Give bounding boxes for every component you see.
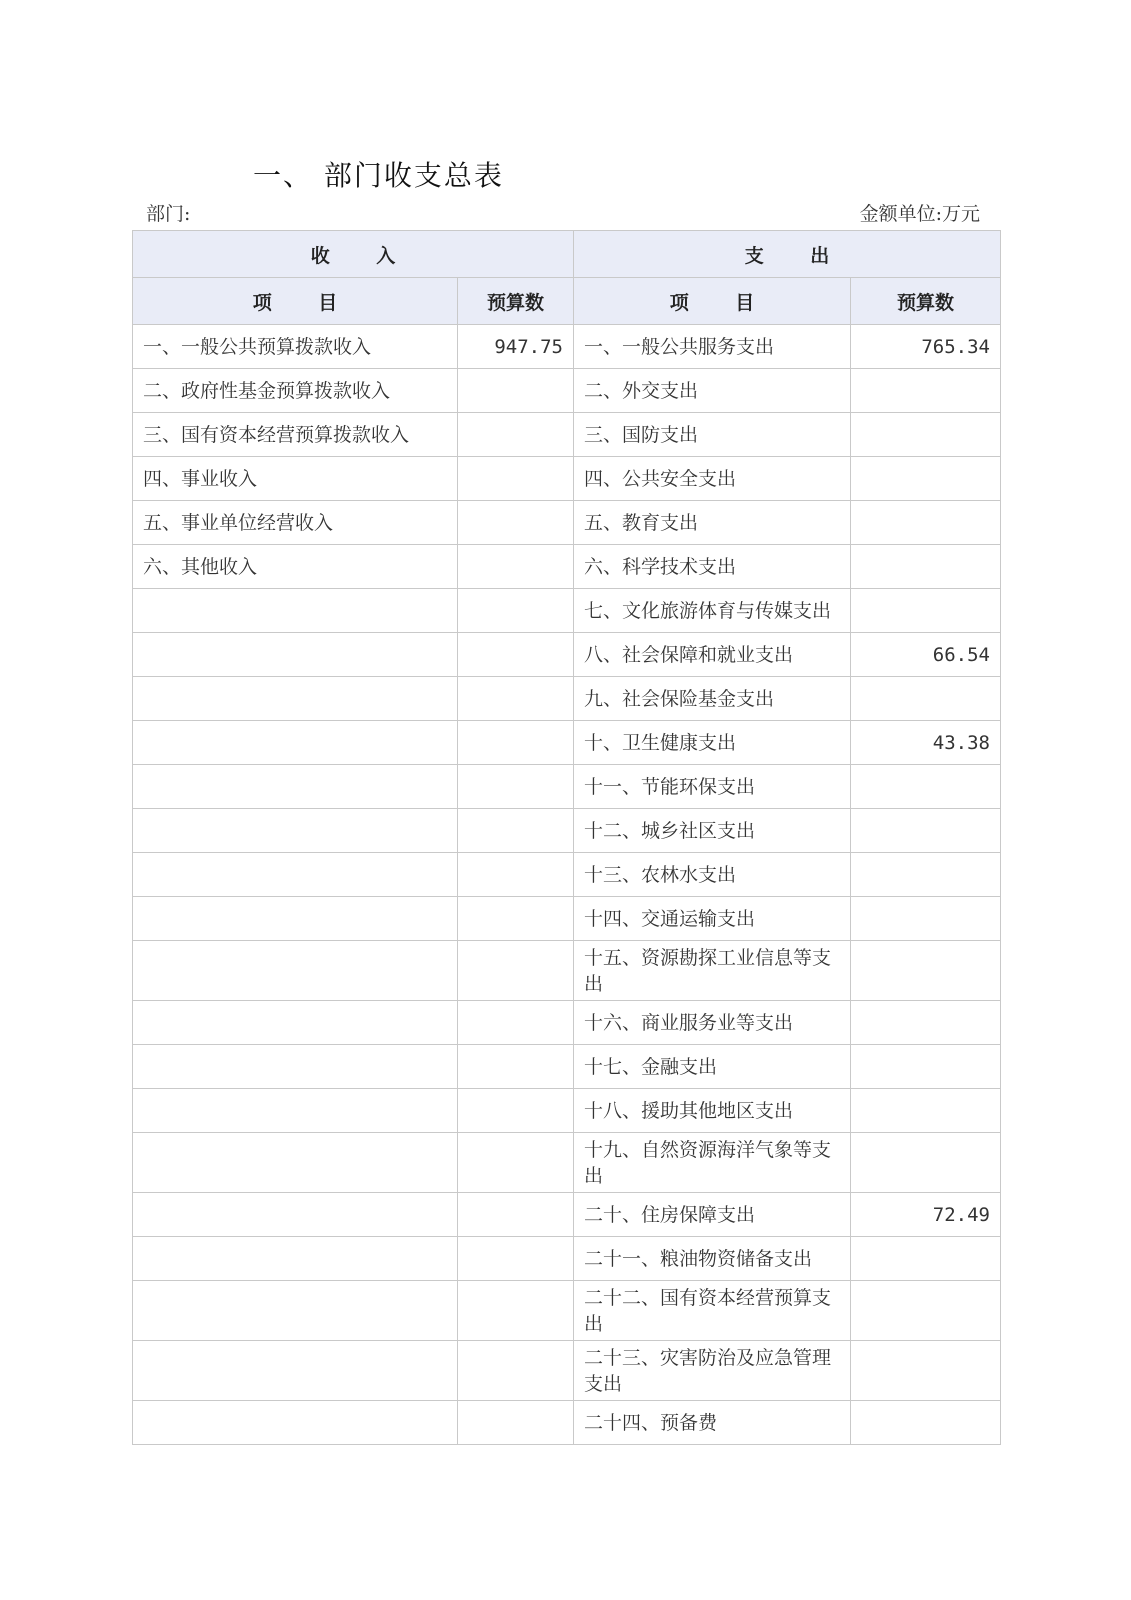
expense-value-cell xyxy=(851,1089,1001,1133)
table-row xyxy=(133,1045,1001,1089)
expense-item-cell: 二十一、粮油物资储备支出 xyxy=(574,1237,851,1281)
income-budget-header: 预算数 xyxy=(458,278,574,325)
table-row xyxy=(133,721,1001,765)
income-value-cell xyxy=(458,1133,574,1193)
income-item-cell xyxy=(133,1341,458,1401)
income-value-cell xyxy=(458,809,574,853)
expense-item-cell: 二十四、预备费 xyxy=(574,1401,851,1445)
income-value-cell xyxy=(458,1045,574,1089)
income-header: 收 入 xyxy=(133,231,574,278)
income-value-cell xyxy=(458,1001,574,1045)
income-value-cell xyxy=(458,369,574,413)
table-row xyxy=(133,1089,1001,1133)
income-item-cell xyxy=(133,1133,458,1193)
income-value-cell xyxy=(458,501,574,545)
income-item-cell xyxy=(133,677,458,721)
income-item-cell: 三、国有资本经营预算拨款收入 xyxy=(133,413,458,457)
table-row xyxy=(133,941,1001,1001)
department-label: 部门: xyxy=(146,203,191,225)
expense-item-cell: 三、国防支出 xyxy=(574,413,851,457)
table-row xyxy=(133,1341,1001,1401)
table-body xyxy=(133,325,1001,1445)
table-row xyxy=(133,1193,1001,1237)
income-value-cell xyxy=(458,413,574,457)
expense-value-cell xyxy=(851,1341,1001,1401)
expense-item-cell: 八、社会保障和就业支出 xyxy=(574,633,851,677)
income-item-cell: 六、其他收入 xyxy=(133,545,458,589)
expense-item-cell: 十一、节能环保支出 xyxy=(574,765,851,809)
table-row xyxy=(133,1133,1001,1193)
income-value-cell xyxy=(458,1237,574,1281)
table-row xyxy=(133,633,1001,677)
income-value-cell xyxy=(458,721,574,765)
table-row xyxy=(133,413,1001,457)
income-value-cell xyxy=(458,897,574,941)
expense-item-cell: 十八、援助其他地区支出 xyxy=(574,1089,851,1133)
table-row xyxy=(133,325,1001,369)
expense-value-cell xyxy=(851,1237,1001,1281)
expense-item-cell: 二十三、灾害防治及应急管理支出 xyxy=(574,1341,851,1401)
expense-value-cell xyxy=(851,589,1001,633)
budget-summary-table xyxy=(132,230,1001,1445)
table-row xyxy=(133,369,1001,413)
expense-budget-header: 预算数 xyxy=(851,278,1001,325)
income-value-cell xyxy=(458,545,574,589)
expense-item-cell: 五、教育支出 xyxy=(574,501,851,545)
expense-item-cell: 十二、城乡社区支出 xyxy=(574,809,851,853)
expense-item-cell: 十、卫生健康支出 xyxy=(574,721,851,765)
expense-item-cell: 二、外交支出 xyxy=(574,369,851,413)
expense-value-cell xyxy=(851,1401,1001,1445)
income-item-cell xyxy=(133,721,458,765)
table-row xyxy=(133,1281,1001,1341)
income-item-cell: 一、一般公共预算拨款收入 xyxy=(133,325,458,369)
income-item-cell xyxy=(133,1193,458,1237)
income-item-cell xyxy=(133,1281,458,1341)
expense-value-cell xyxy=(851,853,1001,897)
expense-value-cell: 66.54 xyxy=(851,633,1001,677)
table-row xyxy=(133,1237,1001,1281)
income-value-cell xyxy=(458,853,574,897)
unit-label: 金额单位:万元 xyxy=(859,203,980,225)
income-value-cell xyxy=(458,1089,574,1133)
expense-value-cell xyxy=(851,1281,1001,1341)
table-row xyxy=(133,809,1001,853)
income-item-cell: 五、事业单位经营收入 xyxy=(133,501,458,545)
income-item-header: 项 目 xyxy=(133,278,458,325)
table-group-header xyxy=(133,231,1001,278)
income-item-cell xyxy=(133,1237,458,1281)
expense-value-cell xyxy=(851,765,1001,809)
income-value-cell xyxy=(458,1401,574,1445)
expense-value-cell: 72.49 xyxy=(851,1193,1001,1237)
income-item-cell xyxy=(133,809,458,853)
expense-value-cell xyxy=(851,457,1001,501)
expense-value-cell xyxy=(851,1001,1001,1045)
income-item-cell xyxy=(133,853,458,897)
table-row xyxy=(133,677,1001,721)
expense-item-header: 项 目 xyxy=(574,278,851,325)
expense-value-cell xyxy=(851,1045,1001,1089)
expense-item-cell: 十九、自然资源海洋气象等支出 xyxy=(574,1133,851,1193)
income-value-cell xyxy=(458,633,574,677)
income-value-cell xyxy=(458,1281,574,1341)
table-row xyxy=(133,589,1001,633)
expense-item-cell: 十五、资源勘探工业信息等支出 xyxy=(574,941,851,1001)
table-row xyxy=(133,897,1001,941)
table-row xyxy=(133,1401,1001,1445)
expense-item-cell: 四、公共安全支出 xyxy=(574,457,851,501)
expense-value-cell xyxy=(851,941,1001,1001)
table-row xyxy=(133,545,1001,589)
expense-item-cell: 九、社会保险基金支出 xyxy=(574,677,851,721)
income-item-cell xyxy=(133,765,458,809)
income-value-cell xyxy=(458,677,574,721)
income-item-cell xyxy=(133,1401,458,1445)
expense-header: 支 出 xyxy=(574,231,1001,278)
expense-value-cell xyxy=(851,369,1001,413)
income-item-cell xyxy=(133,1089,458,1133)
income-item-cell xyxy=(133,589,458,633)
table-row xyxy=(133,501,1001,545)
expense-item-cell: 十六、商业服务业等支出 xyxy=(574,1001,851,1045)
expense-item-cell: 二十二、国有资本经营预算支出 xyxy=(574,1281,851,1341)
income-value-cell xyxy=(458,765,574,809)
table-row xyxy=(133,457,1001,501)
page-title: 一、 部门收支总表 xyxy=(253,159,504,192)
expense-item-cell: 七、文化旅游体育与传媒支出 xyxy=(574,589,851,633)
expense-value-cell xyxy=(851,545,1001,589)
expense-item-cell: 一、一般公共服务支出 xyxy=(574,325,851,369)
income-value-cell: 947.75 xyxy=(458,325,574,369)
table-row xyxy=(133,853,1001,897)
expense-value-cell: 43.38 xyxy=(851,721,1001,765)
income-value-cell xyxy=(458,1341,574,1401)
expense-value-cell xyxy=(851,677,1001,721)
expense-value-cell: 765.34 xyxy=(851,325,1001,369)
income-item-cell: 四、事业收入 xyxy=(133,457,458,501)
expense-item-cell: 十四、交通运输支出 xyxy=(574,897,851,941)
income-item-cell xyxy=(133,1045,458,1089)
table-row xyxy=(133,1001,1001,1045)
income-value-cell xyxy=(458,589,574,633)
income-value-cell xyxy=(458,1193,574,1237)
expense-value-cell xyxy=(851,809,1001,853)
table-column-header xyxy=(133,278,1001,325)
income-value-cell xyxy=(458,457,574,501)
income-item-cell xyxy=(133,633,458,677)
expense-value-cell xyxy=(851,897,1001,941)
expense-item-cell: 二十、住房保障支出 xyxy=(574,1193,851,1237)
income-item-cell xyxy=(133,941,458,1001)
table-row xyxy=(133,765,1001,809)
expense-value-cell xyxy=(851,413,1001,457)
income-item-cell: 二、政府性基金预算拨款收入 xyxy=(133,369,458,413)
expense-item-cell: 六、科学技术支出 xyxy=(574,545,851,589)
income-item-cell xyxy=(133,1001,458,1045)
expense-item-cell: 十七、金融支出 xyxy=(574,1045,851,1089)
expense-value-cell xyxy=(851,1133,1001,1193)
income-item-cell xyxy=(133,897,458,941)
income-value-cell xyxy=(458,941,574,1001)
expense-value-cell xyxy=(851,501,1001,545)
expense-item-cell: 十三、农林水支出 xyxy=(574,853,851,897)
